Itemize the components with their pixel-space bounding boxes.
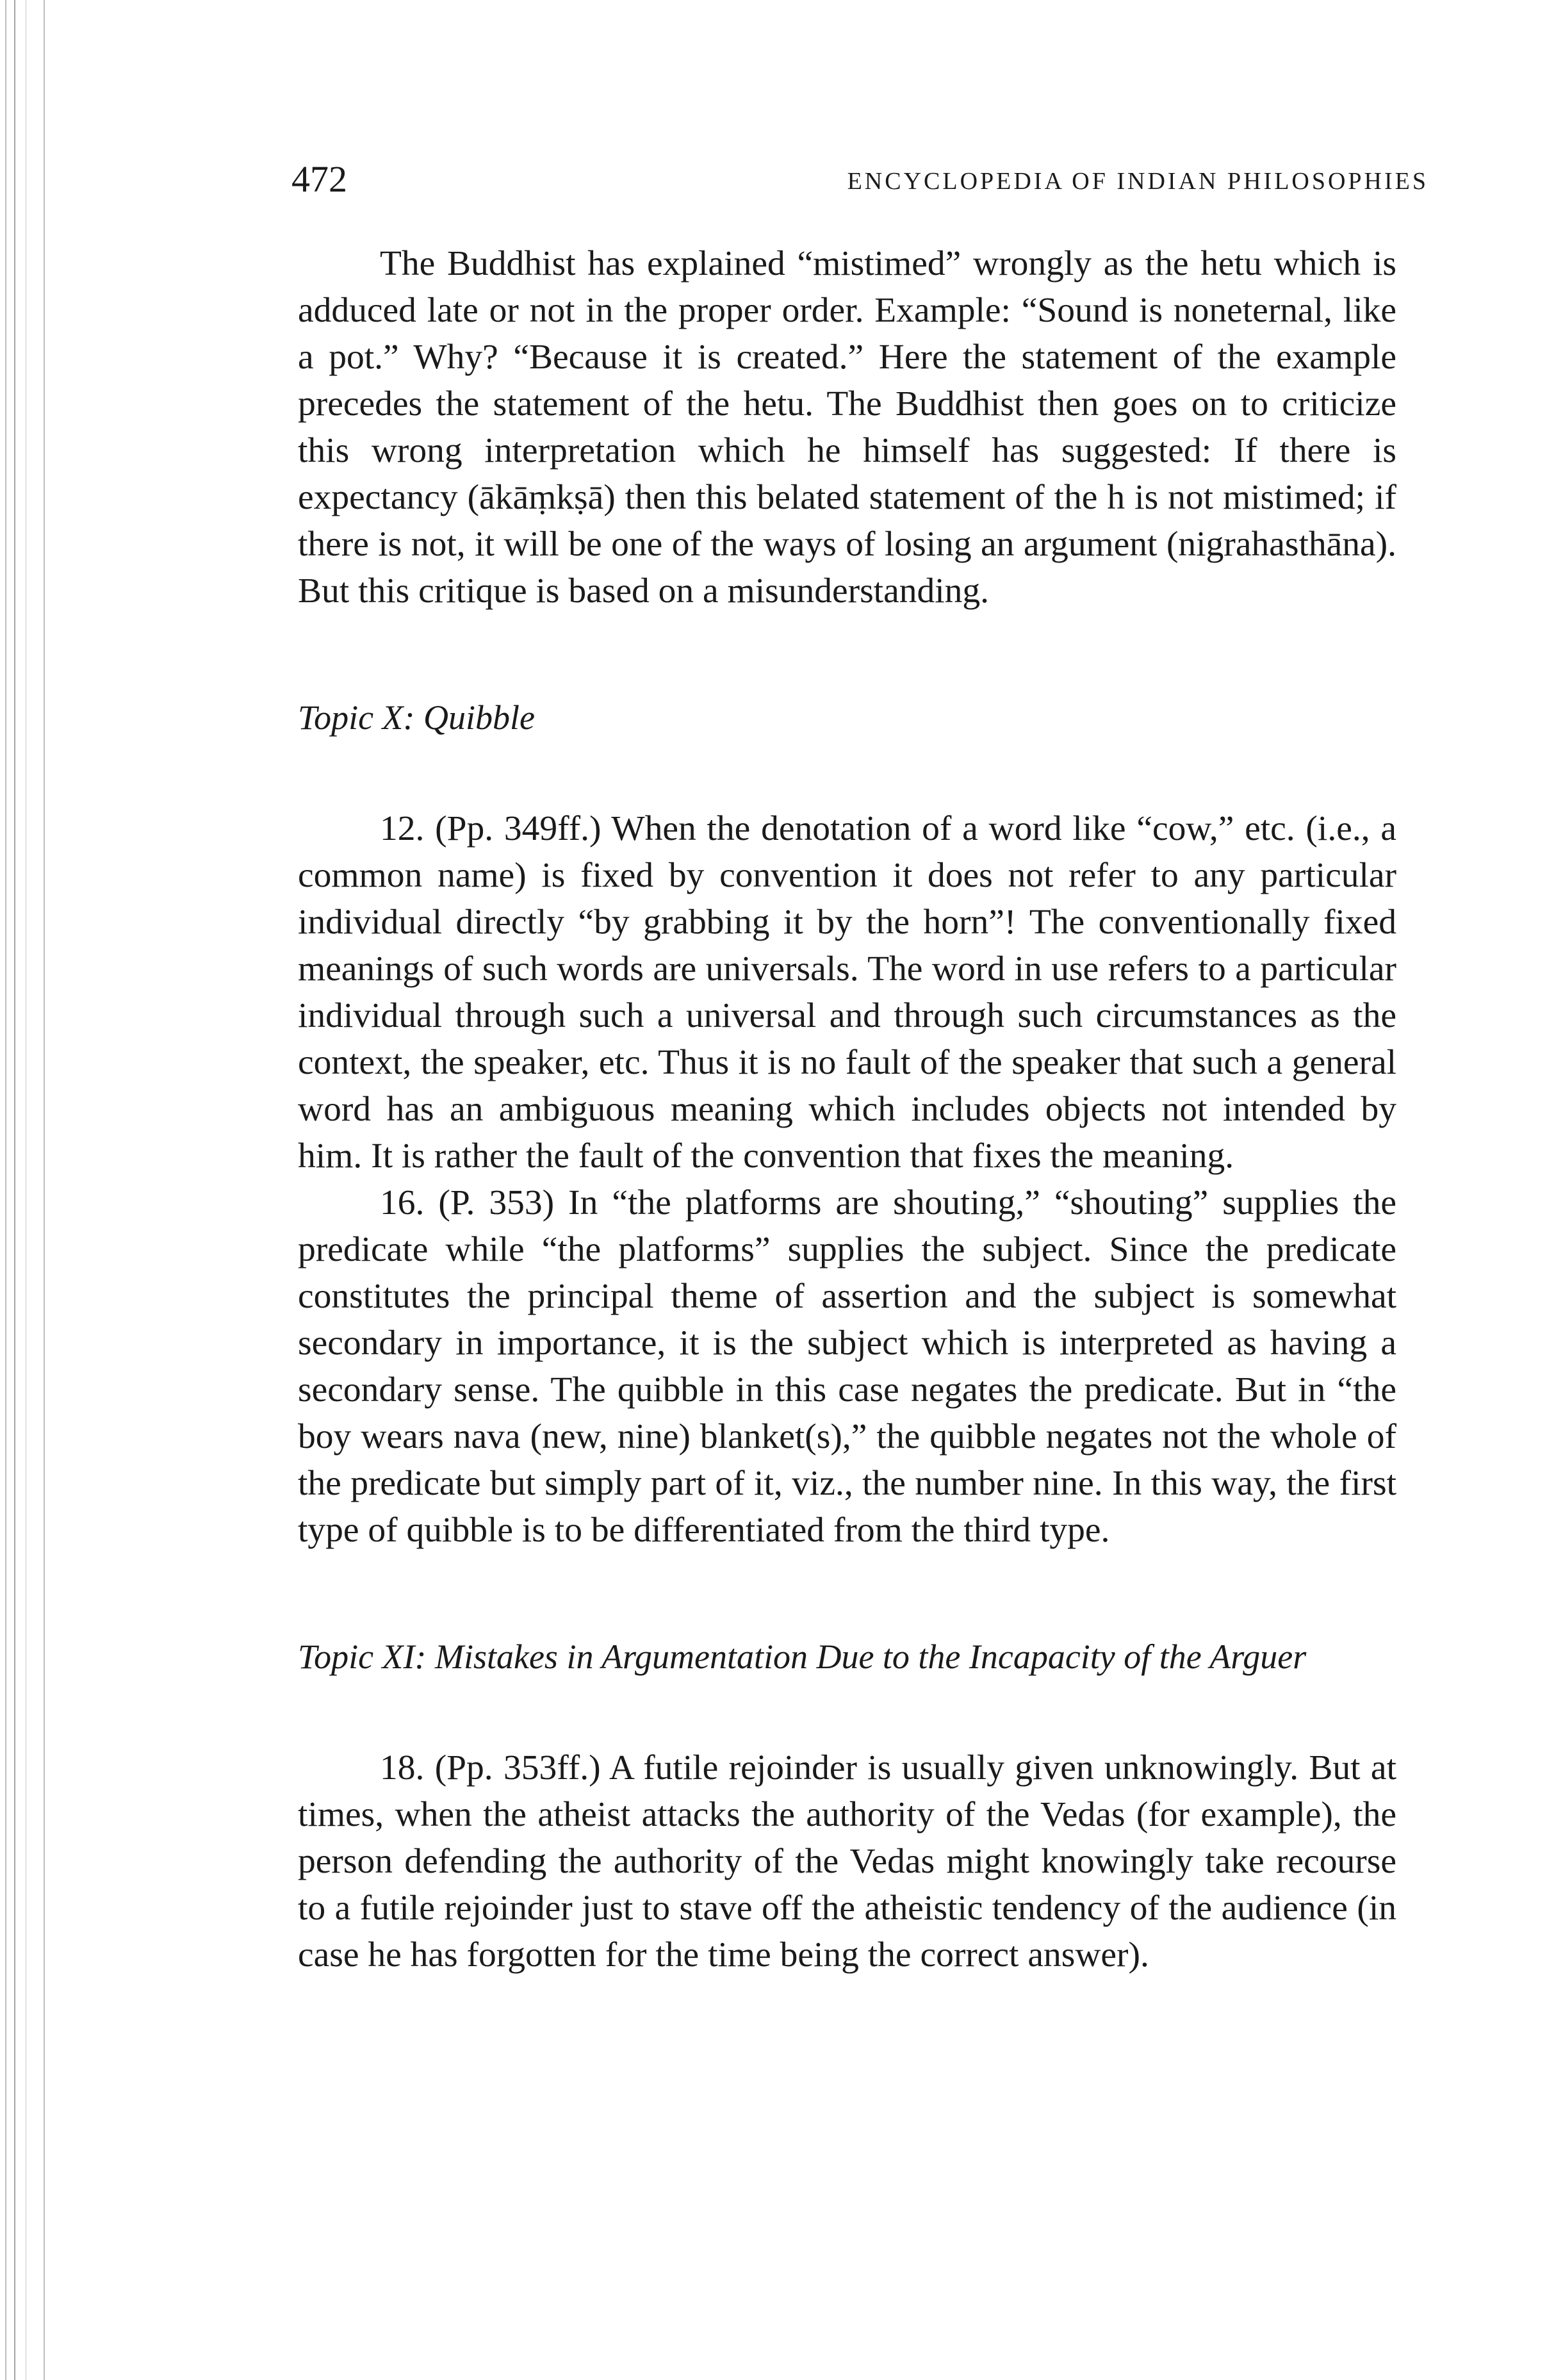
running-head: ENCYCLOPEDIA OF INDIAN PHILOSOPHIES — [847, 168, 1428, 195]
page-number: 472 — [291, 158, 347, 200]
paragraph-mistimed: The Buddhist has explained “mistimed” wrongly as the hetu which is adduced late or not in the proper order. Example: “Sound is noneternal, like a pot.” Why? “Because it is created.” Here the statement of the example precedes the statement of the hetu. The Buddhist then goes on to criticize this wrong interpretation which he himself has suggested: If there is expectancy (ākāṃkṣā) then this belated statement of the h is not mistimed; if there is not, it will be one of the ways of losing an argument (nigrahasthāna). But this critique is based on a misunderstanding. — [298, 244, 1396, 611]
paragraph-18: 18. (Pp. 353ff.) A futile rejoinder is usually given unknowingly. But at times, when the atheist attacks the authority of the Vedas (for example), the person defending the authority of the Vedas might knowingly take recourse to a futile rejoinder just to stave off the atheistic tendency of the audience (in case he has forgotten for the time being the correct answer). — [298, 1748, 1396, 1974]
paragraph-12: 12. (Pp. 349ff.) When the denotation of a word like “cow,” etc. (i.e., a common name) is fixed by convention it does not refer to any particular individual directly “by grabbing it by the horn”! The conventionally fixed meanings of such words are universals. The word in use refers to a particular individual through such a universal and through such circumstances as the context, the speaker, etc. Thus it is no fault of the speaker that such a general word has an ambiguous meaning which includes objects not intended by him. It is rather the fault of the convention that fixes the meaning. — [298, 809, 1396, 1176]
topic-heading-quibble: Topic X: Quibble — [298, 698, 535, 737]
page-body — [298, 240, 1396, 1978]
topic-heading-mistakes: Topic XI: Mistakes in Argumentation Due to the Incapacity of the Arguer — [298, 1637, 1307, 1676]
scan-binding-edge — [0, 0, 45, 2380]
paragraph-16: 16. (P. 353) In “the platforms are shouting,” “shouting” supplies the predicate while “the platforms” supplies the subject. Since the predicate constitutes the principal theme of assertion and the subject is somewhat secondary in importance, it is the subject which is interpreted as having a secondary sense. The quibble in this case negates the predicate. But in “the boy wears nava (new, nine) blanket(s),” the quibble negates not the whole of the predicate but simply part of it, viz., the number nine. In this way, the first type of quibble is to be differentiated from the third type. — [298, 1183, 1396, 1550]
page-header — [291, 157, 1428, 202]
